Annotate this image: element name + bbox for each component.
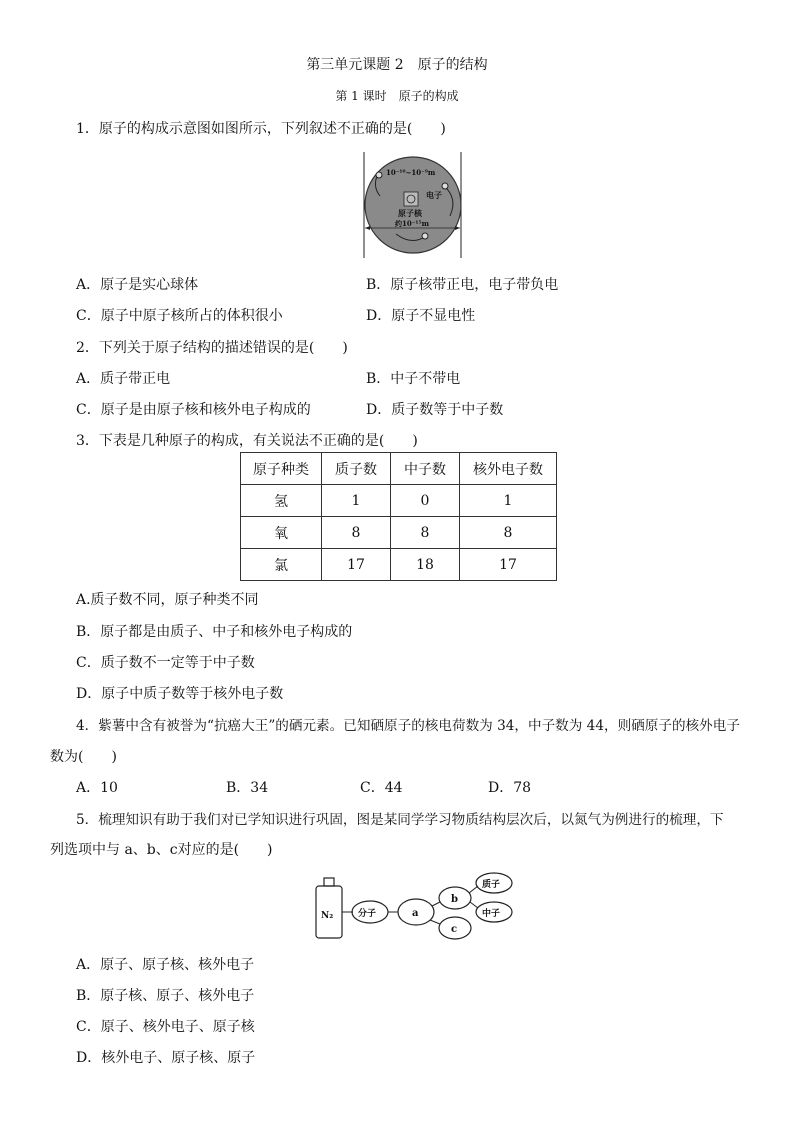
structure-hierarchy-diagram — [312, 868, 517, 942]
q4-option-b: B．34 — [226, 780, 269, 796]
atom-structure-figure — [360, 148, 466, 260]
node-b-label: b — [451, 894, 458, 905]
q2-option-b: B．中子不带电 — [366, 371, 461, 387]
neutron-label: 中子 — [482, 909, 501, 919]
table-row — [241, 549, 557, 581]
table-cell: 18 — [391, 549, 460, 581]
q1-option-c: C．原子中原子核所占的体积很小 — [76, 308, 283, 324]
nucleus-size-label: 约10⁻¹⁵m — [395, 219, 429, 228]
q4-option-d: D．78 — [488, 780, 532, 796]
electron-label: 电子 — [426, 190, 442, 200]
table-cell: 氯 — [241, 549, 322, 581]
atom-size-label: 10⁻¹⁰~10⁻⁹m — [386, 168, 436, 177]
table-cell: 1 — [322, 485, 391, 517]
q5-option-b: B．原子核、原子、核外电子 — [76, 988, 255, 1004]
table-cell: 1 — [460, 485, 557, 517]
table-row — [241, 485, 557, 517]
node-c-label: c — [451, 924, 458, 935]
q3-option-c: C．质子数不一定等于中子数 — [76, 655, 255, 671]
bottle-label: N₂ — [321, 911, 334, 921]
q3-option-d: D．原子中质子数等于核外电子数 — [76, 686, 284, 702]
table-row — [241, 517, 557, 549]
q3-stem: 3．下表是几种原子的构成，有关说法不正确的是( ) — [76, 433, 418, 449]
q1-option-d: D．原子不显电性 — [366, 308, 476, 324]
q5-stem-line1: 5．梳理知识有助于我们对已学知识进行巩固，图是某同学学习物质结构层次后，以氮气为例进行的梳理，下 — [76, 812, 724, 828]
table-cell: 8 — [460, 517, 557, 549]
table-header-cell: 质子数 — [322, 453, 391, 485]
page-title: 第三单元课题 2 原子的结构 — [306, 57, 488, 73]
q1-option-a: A．原子是实心球体 — [76, 277, 199, 293]
table-cell: 8 — [322, 517, 391, 549]
q5-option-d: D．核外电子、原子核、原子 — [76, 1050, 256, 1066]
table-header-row — [241, 453, 557, 485]
table-header-cell: 原子种类 — [241, 453, 322, 485]
molecule-label: 分子 — [358, 909, 377, 919]
node-a-label: a — [412, 908, 419, 919]
proton-label: 质子 — [482, 880, 501, 890]
table-header-cell: 核外电子数 — [460, 453, 557, 485]
table-cell: 氢 — [241, 485, 322, 517]
table-cell: 17 — [460, 549, 557, 581]
atom-composition-table — [240, 452, 557, 581]
q5-option-c: C．原子、核外电子、原子核 — [76, 1019, 255, 1035]
q3-option-b: B．原子都是由质子、中子和核外电子构成的 — [76, 624, 353, 640]
table-cell: 8 — [391, 517, 460, 549]
q4-option-c: C．44 — [360, 780, 403, 796]
q2-option-d: D．质子数等于中子数 — [366, 402, 504, 418]
page-subtitle: 第 1 课时 原子的构成 — [335, 89, 459, 103]
q4-option-a: A．10 — [76, 780, 118, 796]
q2-option-a: A．质子带正电 — [76, 371, 171, 387]
table-cell: 氧 — [241, 517, 322, 549]
q5-option-a: A．原子、原子核、核外电子 — [76, 957, 255, 973]
q3-option-a: A.质子数不同，原子种类不同 — [76, 592, 259, 608]
q1-stem: 1．原子的构成示意图如图所示，下列叙述不正确的是( ) — [76, 121, 446, 137]
q1-option-b: B．原子核带正电，电子带负电 — [366, 277, 559, 293]
q2-option-c: C．原子是由原子核和核外电子构成的 — [76, 402, 311, 418]
nucleus-label: 原子核 — [398, 208, 422, 218]
table-cell: 0 — [391, 485, 460, 517]
q2-stem: 2．下列关于原子结构的描述错误的是( ) — [76, 340, 348, 356]
table-header-cell: 中子数 — [391, 453, 460, 485]
table-cell: 17 — [322, 549, 391, 581]
q4-stem-line1: 4．紫薯中含有被誉为“抗癌大王”的硒元素。已知硒原子的核电荷数为 34，中子数为 44，则硒原子的核外电子 — [76, 718, 740, 734]
q4-stem-line2: 数为( ) — [50, 749, 117, 765]
q5-stem-line2: 列选项中与 a、b、c对应的是( ) — [50, 842, 273, 858]
